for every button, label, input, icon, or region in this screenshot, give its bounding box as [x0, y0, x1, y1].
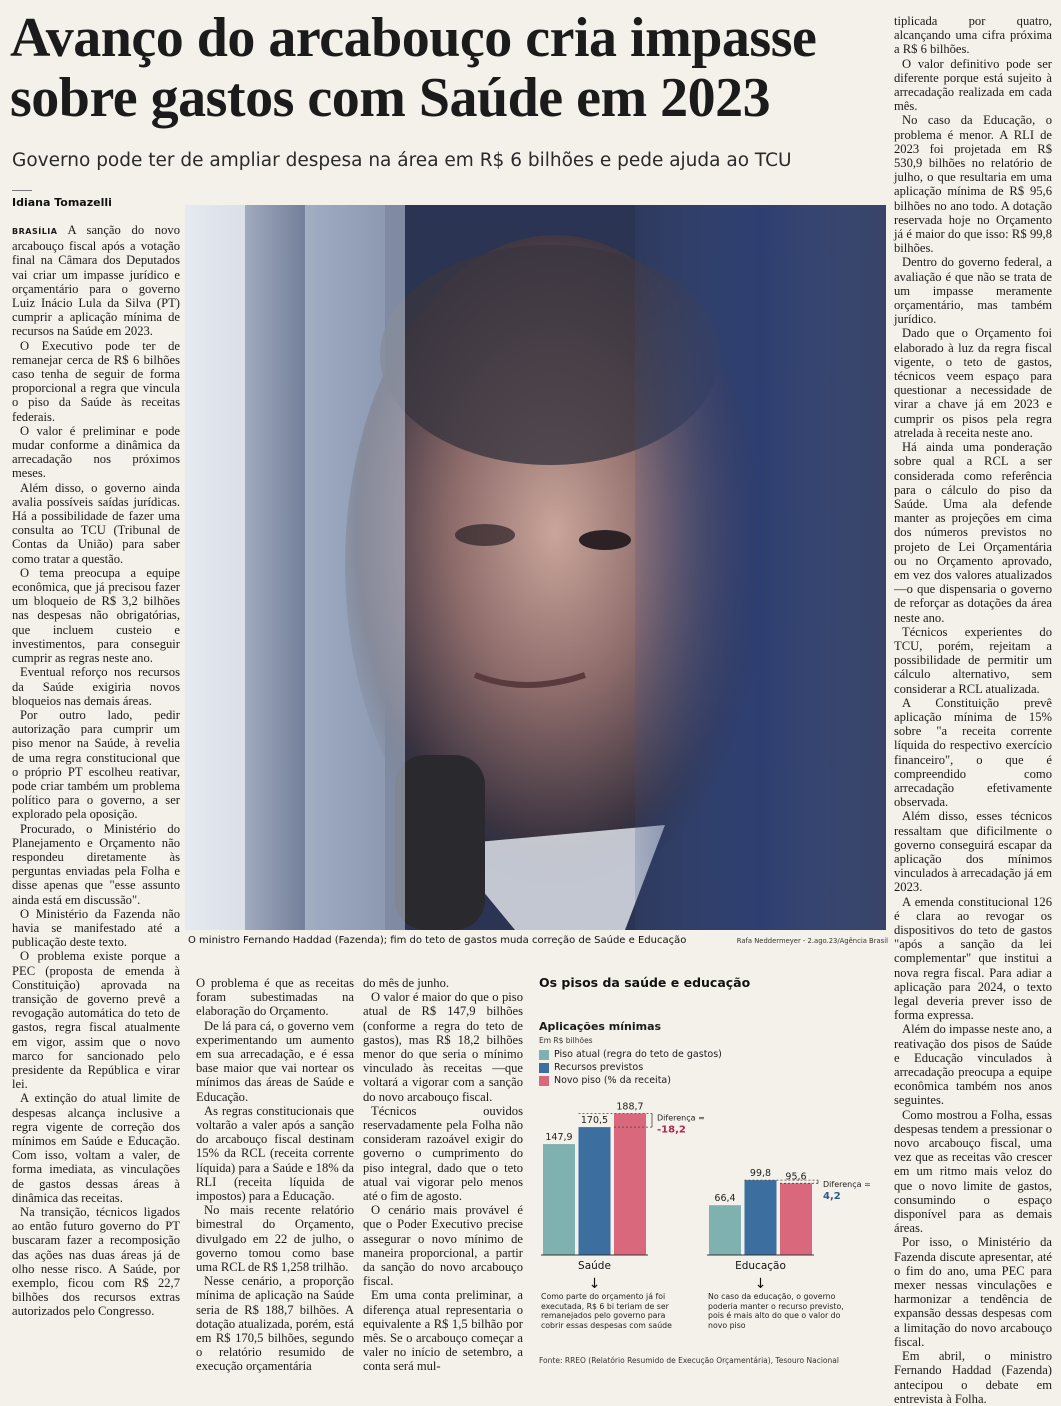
paragraph: Dado que o Orçamento foi elaborado à luz da regra fiscal vigente, o teto de gastos, técnicos veem espaço para questionar a necessidade de virar a chave já em 2023 e cumprir os pisos pela regra atrelada à receita neste ano. [894, 326, 1052, 440]
bar-educacao-0 [709, 1205, 741, 1255]
paragraph: Procurado, o Ministério do Planejamento e Orçamento não respondeu diretamente às perguntas enviadas pela Folha e disse apenas que "esse assunto ainda está em discussão". [12, 821, 180, 907]
paragraph: Na transição, técnicos ligados ao então futuro governo do PT buscaram fazer a recomposição das ações nas duas áreas já de olho nesse risco. A Saúde, por exemplo, ficou com R$ 22,7 bilhões dos recursos extras autorizados pelo Congresso. [12, 1205, 180, 1319]
paragraph: Por isso, o Ministério da Fazenda discute apresentar, até o fim do ano, uma PEC para mexer nessas vinculações e harmonizar a tendência de expansão dessas despesas com a limitação do novo arcabouço fiscal. [894, 1235, 1052, 1349]
down-arrow-icon: ↓ [754, 1276, 767, 1292]
chart-legend [539, 1048, 722, 1087]
chart-unit: Em R$ bilhões [539, 1036, 593, 1045]
paragraph: Técnicos experientes do TCU, porém, rejeitam a possibilidade de permitir um cálculo alternativo, sem considerar a RCL atualizada. [894, 624, 1052, 696]
paragraph: O problema é que as receitas foram subestimadas na elaboração do Orçamento. [196, 976, 354, 1019]
byline: Idiana Tomazelli [12, 196, 112, 209]
column-2 [196, 976, 354, 1374]
bar-value-label: 188,7 [616, 1101, 644, 1113]
bar-saude-0 [543, 1144, 575, 1255]
paragraph: Nesse cenário, a proporção mínima de aplicação na Saúde seria de R$ 188,7 bilhões. A dotação atualizada, porém, está em R$ 170,5 bilhões, segundo o relatório resumido de execução orçamentária [196, 1274, 354, 1374]
paragraph: Técnicos ouvidos reservadamente pela Folha não consideram razoável exigir do governo o cumprimento do piso integral, dado que o teto atual vai vigorar pelo menos até o fim de agosto. [363, 1103, 523, 1204]
note-educacao: No caso da educação, o governo poderia manter o recurso previsto, pois é mais alto do que o valor do novo piso [708, 1292, 844, 1330]
legend-swatch [539, 1063, 549, 1073]
difference-label: Diferença = [823, 1180, 871, 1190]
category-label: Saúde [578, 1260, 611, 1272]
bar-educacao-2 [780, 1183, 812, 1255]
paragraph: O valor definitivo pode ser diferente porque está sujeito à arrecadação realizada em cada mês. [894, 56, 1052, 114]
paragraph: Além disso, o governo ainda avalia possíveis saídas jurídicas. Há a possibilidade de fazer uma consulta ao TCU (Tribunal de Contas da União) para saber como tratar a questão. [12, 480, 180, 566]
bar-value-label: 170,5 [580, 1115, 609, 1127]
paragraph: A Constituição prevê aplicação mínima de 15% sobre "a receita corrente líquida do respectivo exercício financeiro", o que é compreendido como arrecadação efetivamente observada. [894, 695, 1052, 810]
paragraph: O Executivo pode ter de remanejar cerca de R$ 6 bilhões caso tenha de seguir de forma proporcional a regra que vincula o piso da Saúde às receitas federais. [12, 338, 180, 424]
paragraph: No mais recente relatório bimestral do Orçamento, divulgado em 22 de julho, o governo tomou como base uma RCL de R$ 1,258 trilhão. [196, 1203, 354, 1275]
column-3 [363, 976, 523, 1374]
paragraph: O Ministério da Fazenda não havia se manifestado até a publicação deste texto. [12, 906, 180, 950]
paragraph: A extinção do atual limite de despesas alcança inclusive a regra vigente de correção dos mínimos em Saúde e Educação. Com isso, voltam a valer, de forma imediata, as vinculações de gastos dessas áreas à dinâmica das receitas. [12, 1091, 180, 1205]
paragraph: Em abril, o ministro Fernando Haddad (Fazenda) antecipou o debate em entrevista à Folha. [894, 1349, 1052, 1406]
paragraph: BRASÍLIA A sanção do novo arcabouço fiscal após a votação final na Câmara dos Deputados vai criar um impasse jurídico e orçamentário para o governo Luiz Inácio Lula da Silva (PT) cumprir a aplicação mínima de recursos na Saúde em 2023. [12, 223, 180, 339]
paragraph: O cenário mais provável é que o Poder Executivo precise assegurar o novo mínimo de maneira proporcional, a partir da sanção do novo arcabouço fiscal. [363, 1203, 523, 1289]
paragraph: No caso da Educação, o problema é menor. A RLI de 2023 foi projetada em R$ 530,9 bilhões no relatório de julho, o que resultaria em uma aplicação mínima de R$ 95,6 bilhões no ano todo. A dotação reservada hoje no Orçamento já é maior do que isso: R$ 99,8 bilhões. [894, 113, 1052, 256]
chart-subtitle: Aplicações mínimas [539, 1020, 662, 1033]
bar-value-label: 147,9 [545, 1132, 573, 1144]
paragraph: O tema preocupa a equipe econômica, que já precisou fazer um bloqueio de R$ 3,2 bilhões nas despesas não obrigatórias, que incluem custeio e investimentos, para conseguir cumprir as regras neste ano. [12, 565, 180, 666]
paragraph: Dentro do governo federal, a avaliação é que não se trata de um impasse meramente orçamentário, mas também jurídico. [894, 255, 1052, 327]
chart-source: Fonte: RREO (Relatório Resumido de Execução Orçamentária), Tesouro Nacional [539, 1356, 839, 1365]
note-saude: Como parte do orçamento já foi executada, R$ 6 bi teriam de ser remanejados pelo governo para cobrir essas despesas com saúde [541, 1292, 672, 1330]
bar-value-label: 95,6 [785, 1171, 807, 1183]
paragraph: Há ainda uma ponderação sobre qual a RCL a ser considerada como referência para o cálculo do piso da Saúde. Uma ala defende manter as projeções em cima dos números previstos no projeto de Lei Orçamentária ou no Orçamento aprovado, em vez dos valores atualizados —o que dispensaria o governo de reforçar as dotações da área neste ano. [894, 440, 1052, 625]
paragraph: Eventual reforço nos recursos da Saúde exigiria novos bloqueios nas demais áreas. [12, 665, 180, 708]
bar-value-label: 99,8 [749, 1168, 772, 1180]
caption-text: O ministro Fernando Haddad (Fazenda); fim do teto de gastos muda correção de Saúde e Educação [188, 935, 687, 946]
down-arrow-icon: ↓ [588, 1276, 601, 1292]
photo-caption [188, 935, 888, 946]
bar-saude-2 [614, 1113, 646, 1255]
legend-label: Piso atual (regra do teto de gastos) [554, 1049, 722, 1060]
paragraph: As regras constitucionais que voltarão a valer após a sanção do arcabouço fiscal destinam 15% da RCL (receita corrente líquida) para a Saúde e 18% da RLI (receita líquida de impostos) para a Educação. [196, 1103, 354, 1204]
headline: Avanço do arcabouço cria impasse sobre gastos com Saúde em 2023 [10, 7, 817, 129]
legend-item [539, 1061, 722, 1074]
subhead: Governo pode ter de ampliar despesa na área em R$ 6 bilhões e pede ajuda ao TCU [12, 150, 792, 171]
photo-illustration [185, 205, 886, 930]
paragraph: Além do impasse neste ano, a reativação dos pisos de Saúde e Educação vinculados à arrecadação preocupa a equipe econômica também nos anos seguintes. [894, 1022, 1052, 1108]
legend-swatch [539, 1050, 549, 1060]
category-label: Educação [735, 1260, 786, 1272]
legend-label: Recursos previstos [554, 1062, 644, 1073]
column-4 [894, 14, 1052, 1406]
paragraph: Por outro lado, pedir autorização para cumprir um piso menor na Saúde, à revelia de uma regra constitucional que o próprio PT escolheu reativar, pode criar também um problema político para o governo, a ser explorado pela oposição. [12, 707, 180, 822]
byline-rule [12, 190, 32, 191]
photo-credit: Rafa Neddermeyer - 2.ago.23/Agência Brasil [736, 937, 888, 945]
paragraph: A emenda constitucional 126 é clara ao revogar os dispositivos do teto de gastos "após a sanção da lei complementar" que institui a nova regra fiscal. Para adiar a aplicação para 2024, o texto legal deveria prever isso de forma expressa. [894, 894, 1052, 1023]
paragraph: do mês de junho. [363, 976, 450, 990]
paragraph: O problema existe porque a PEC (proposta de emenda à Constituição) aprovada na transição de governo prevê a revogação automática do teto de gastos, regra fiscal atualmente em vigor, assim que o novo marco for sancionado pelo presidente da República e virar lei. [12, 949, 180, 1092]
column-1 [12, 223, 180, 1319]
chart-title: Os pisos da saúde e educação [539, 975, 751, 990]
difference-label: Diferença = [657, 1113, 705, 1123]
paragraph: O valor é preliminar e pode mudar conforme a dinâmica da arrecadação nos próximos meses. [12, 423, 180, 481]
bar-value-label: 66,4 [714, 1193, 736, 1205]
bar-saude-1 [579, 1127, 611, 1255]
paragraph: Além disso, esses técnicos ressaltam que dificilmente o governo conseguirá escapar da aplicação dos mínimos vinculados à arrecadação já em 2023. [894, 809, 1052, 895]
paragraph: Como mostrou a Folha, essas despesas tendem a pressionar o novo arcabouço fiscal, uma vez que as receitas vão crescer em um ritmo mais veloz do que o novo limite de gastos, consumindo o espaço disponível para as demais áreas. [894, 1107, 1052, 1236]
bar-chart [536, 1090, 886, 1290]
paragraph: De lá para cá, o governo vem experimentando um aumento em sua arrecadação, e é essa base maior que vai nortear os mínimos das áreas de Saúde e Educação. [196, 1018, 354, 1104]
bar-educacao-1 [745, 1180, 777, 1255]
legend-label: Novo piso (% da receita) [554, 1075, 671, 1086]
haddad-photo [185, 205, 886, 930]
legend-item [539, 1074, 722, 1087]
difference-value: -18,2 [657, 1124, 686, 1136]
paragraph: O valor é maior do que o piso atual de R$ 147,9 bilhões (conforme a regra do teto de gastos), mas R$ 18,2 bilhões menor do que seria o mínimo vinculado às receitas —que voltará a vigorar com a sanção do novo arcabouço fiscal. [363, 990, 523, 1104]
legend-swatch [539, 1076, 549, 1086]
paragraph: tiplicada por quatro, alcançando uma cifra próxima a R$ 6 bilhões. [894, 14, 1052, 57]
legend-item [539, 1048, 722, 1061]
difference-value: 4,2 [823, 1191, 841, 1203]
dateline: BRASÍLIA [12, 227, 58, 236]
paragraph: Em uma conta preliminar, a diferença atual representaria o equivalente a R$ 1,5 bilhão por mês. Se o arcabouço começar a valer no início de setembro, a conta será mul- [363, 1288, 523, 1374]
